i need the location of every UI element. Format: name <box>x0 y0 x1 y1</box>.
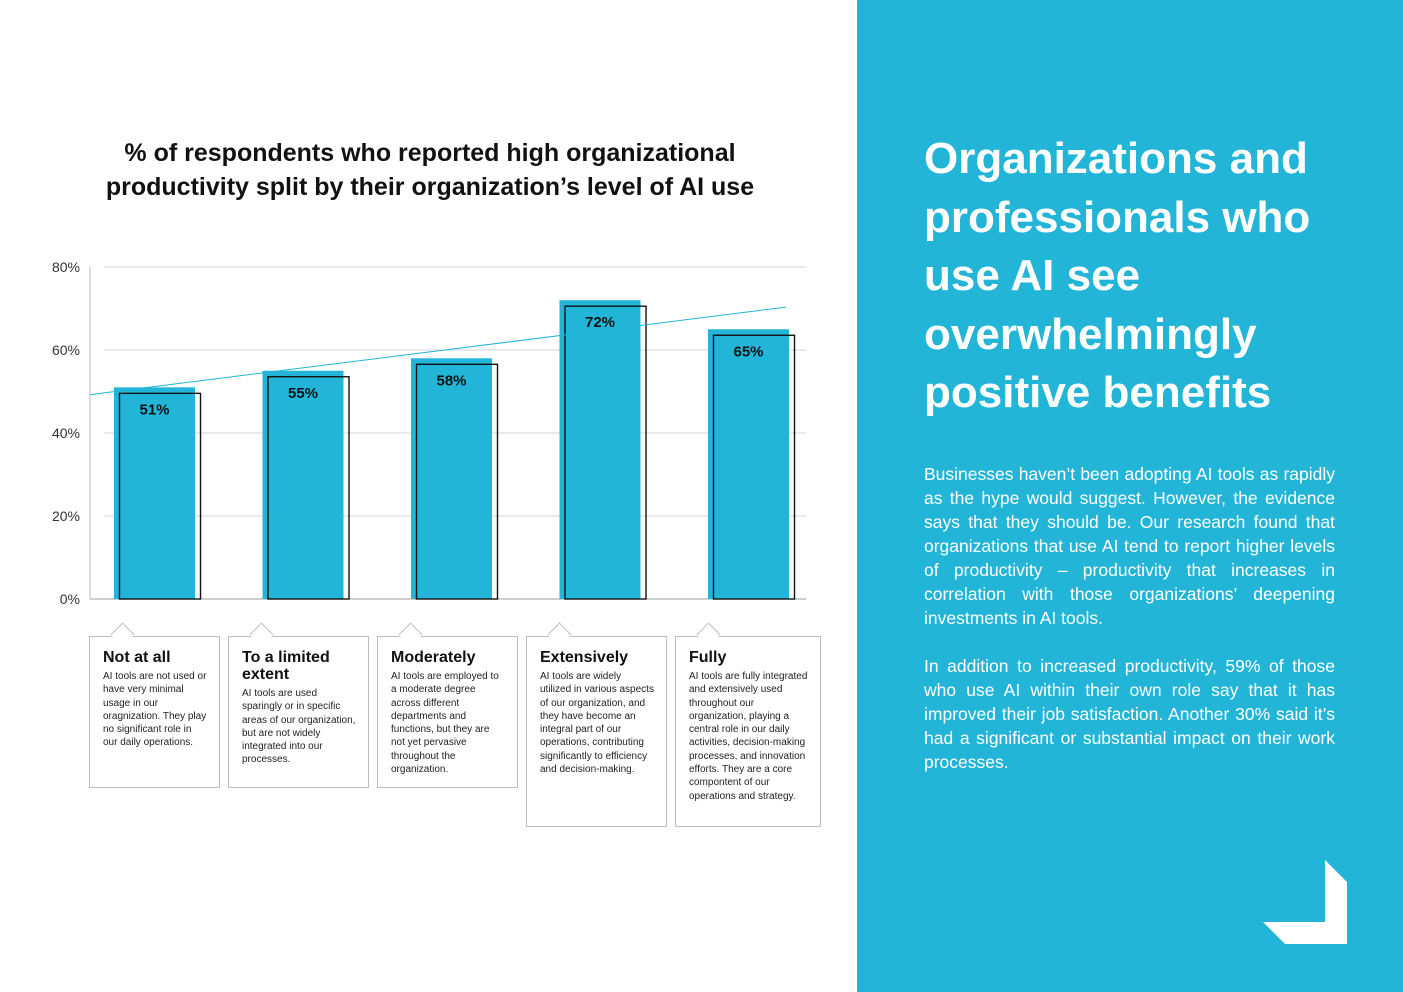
description-text: AI tools are widely utilized in various aspects of our organization, and they have become an integral part of our operations, contributing significantly to efficiency and decision-making. <box>540 671 654 776</box>
description-text: AI tools are employed to a moderate degree across different departments and functions, but they are not yet pervasive throughout the organization. <box>391 671 499 776</box>
data-label: 51% <box>139 401 170 419</box>
y-tick-label: 20% <box>51 508 80 524</box>
bar <box>114 387 195 599</box>
description-title: Fully <box>689 649 727 666</box>
bar-chart <box>0 240 857 620</box>
y-tick-label: 80% <box>51 259 80 275</box>
description-title: To a limited extent <box>242 649 330 683</box>
data-label: 65% <box>733 343 764 361</box>
description-title: Not at all <box>103 649 171 666</box>
panel-paragraph: Businesses haven’t been adopting AI tools as rapidly as the hype would suggest. However, the evidence says that they should be. Our research found that organizations that use AI tend to report higher levels of productivity – productivity that increases in correlation with those organizations’ deepening investments in AI tools. <box>924 464 1335 628</box>
data-label: 58% <box>436 372 467 390</box>
bar <box>263 371 344 599</box>
y-tick-label: 40% <box>51 425 80 441</box>
panel-paragraph: In addition to increased productivity, 59% of those who use AI within their own role say that it has improved their job satisfaction. Another 30% said it’s had a significant or substantial impact on their work processes. <box>924 656 1335 772</box>
data-label: 55% <box>287 384 319 402</box>
corner-bracket-logo-icon <box>1261 858 1349 946</box>
bar <box>411 358 492 599</box>
bar <box>560 300 641 599</box>
panel-body <box>924 462 1335 798</box>
description-limited-extent <box>228 636 369 788</box>
description-title: Extensively <box>540 649 629 666</box>
description-text: AI tools are not used or have very minimal usage in our oragnization. They play no significant role in our daily operations. <box>103 671 207 749</box>
description-text: AI tools are used sparingly or in specific areas of our organization, but are not widely integrated into our processes. <box>242 688 356 766</box>
description-extensively <box>526 636 667 827</box>
chart-title: % of respondents who reported high organizational productivity split by their organization’s level of AI use <box>105 139 755 201</box>
description-moderately <box>377 636 518 788</box>
description-not-at-all <box>89 636 220 788</box>
bar <box>708 329 789 599</box>
y-tick-label: 60% <box>51 342 80 358</box>
description-fully <box>675 636 821 827</box>
description-title: Moderately <box>391 649 476 666</box>
data-label: 72% <box>584 314 616 332</box>
info-panel <box>857 0 1403 992</box>
description-text: AI tools are fully integrated and extensively used throughout our organization, playing a central role in our daily activities, decision-making processes, and innovation efforts. They are a core compontent of our operations and strategy. <box>689 671 808 802</box>
panel-headline: Organizations and professionals who use AI see overwhelmingly positive benefits <box>924 134 1311 417</box>
y-tick-label: 0% <box>59 591 80 607</box>
